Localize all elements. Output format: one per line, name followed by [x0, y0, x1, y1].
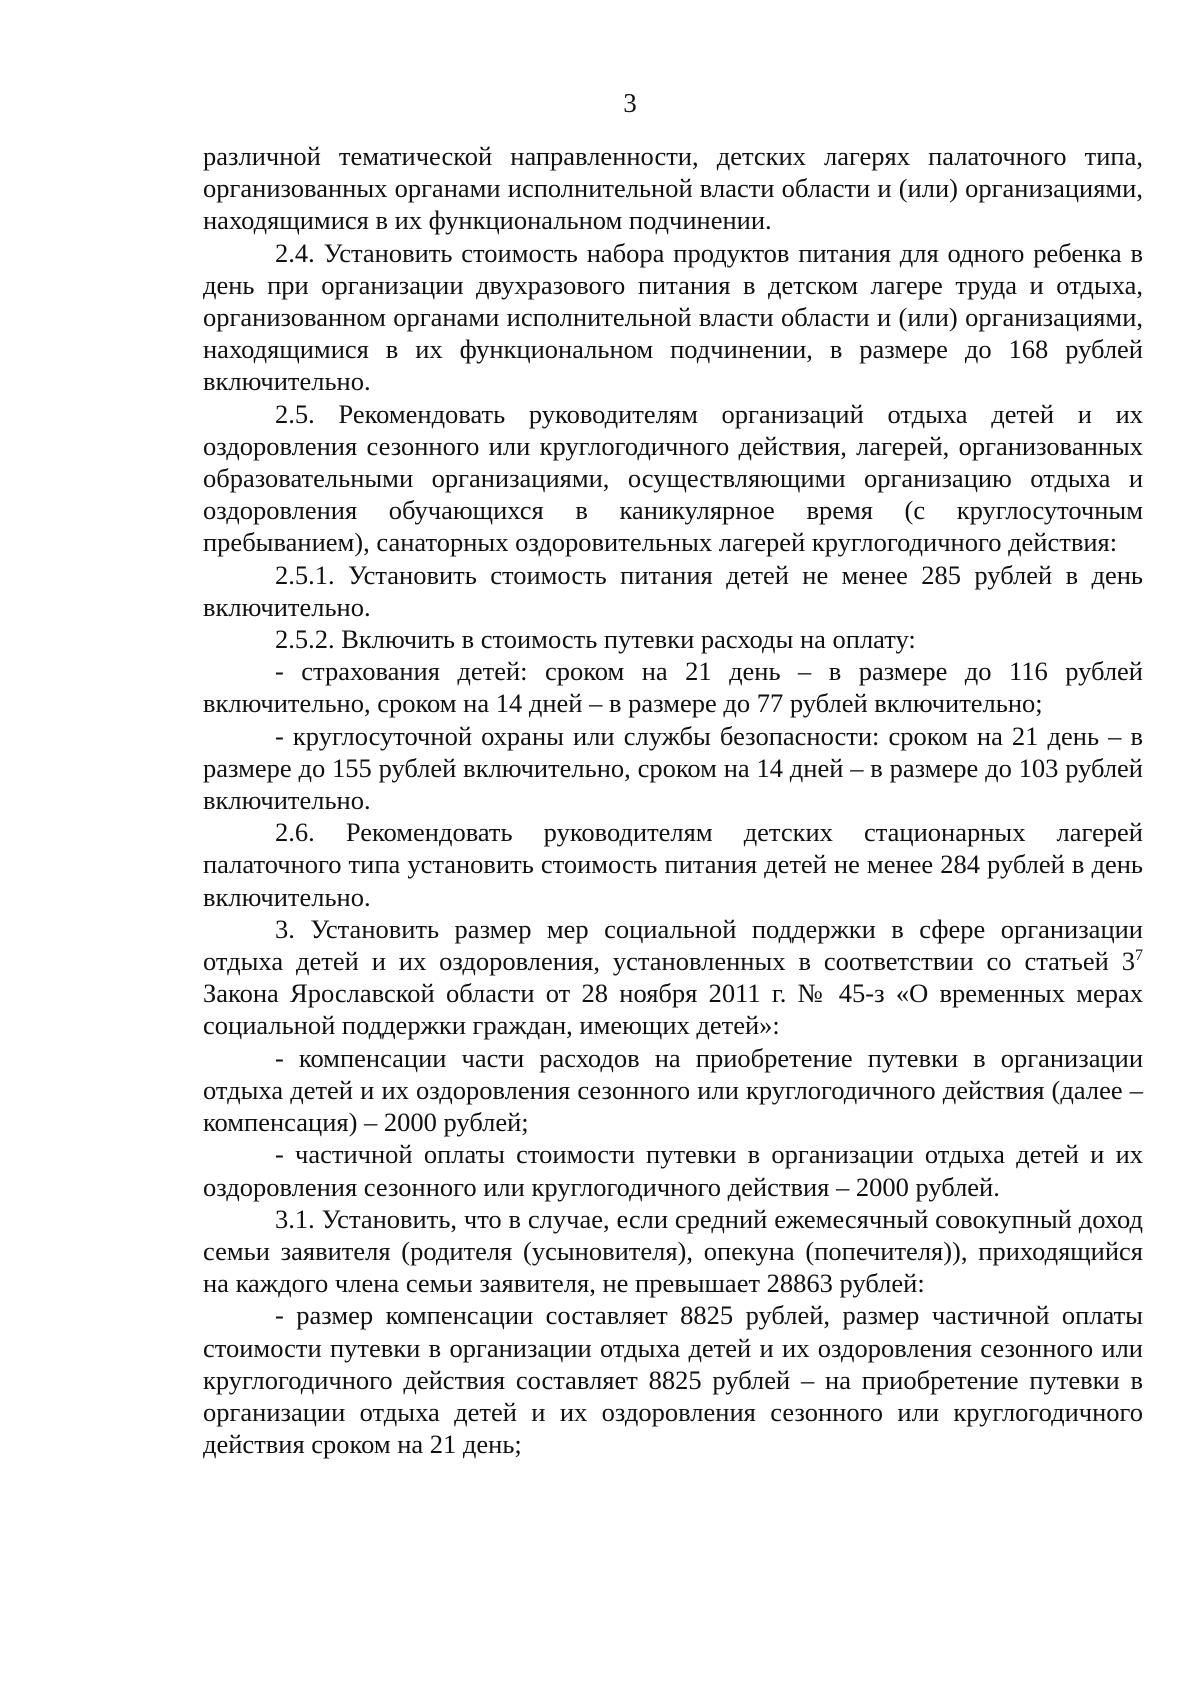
paragraph-3-text-before: 3. Установить размер мер социальной поддержки в сфере организации отдыха детей и их оздоровления, установленных в соответствии со статьей 3: [203, 913, 1143, 977]
paragraph-2-5: 2.5. Рекомендовать руководителям организаций отдыха детей и их оздоровления сезонного или круглогодичного действия, лагерей, организованных образовательными организациями, осуществляющими организацию отдыха и оздоровления обучающихся в каникулярное время (с круглосуточным пребыванием), санаторных оздоровительных лагерей круглогодичного действия:: [203, 398, 1143, 558]
paragraph-2-4: 2.4. Установить стоимость набора продуктов питания для одного ребенка в день при организации двухразового питания в детском лагере труда и отдыха, организованном органами исполнительной власти области и (или) организациями, находящимися в их функциональном подчинении, в размере до 168 рублей включительно.: [203, 237, 1143, 397]
document-body: [203, 140, 1143, 1460]
paragraph-intro-continuation: различной тематической направленности, детских лагерях палаточного типа, организованных органами исполнительной власти области и (или) организациями, находящимися в их функциональном подчинении.: [203, 141, 1143, 236]
paragraph-2-6: 2.6. Рекомендовать руководителям детских стационарных лагерей палаточного типа установить стоимость питания детей не менее 284 рублей в день включительно.: [203, 817, 1143, 912]
paragraph-3: [203, 913, 1143, 1042]
paragraph-3-text-after: Закона Ярославской области от 28 ноября 2011 г. № 45-з «О временных мерах социальной поддержки граждан, имеющих детей»:: [203, 978, 1143, 1041]
list-item-compensation-amount: - размер компенсации составляет 8825 рублей, размер частичной оплаты стоимости путевки в организации отдыха детей и их оздоровления сезонного или круглогодичного действия составляет 8825 рублей – на приобретение путевки в организации отдыха детей и их оздоровления сезонного или круглогодичного действия сроком на 21 день;: [203, 1300, 1143, 1460]
list-item-partial-payment: - частичной оплаты стоимости путевки в организации отдыха детей и их оздоровления сезонного или круглогодичного действия – 2000 рублей.: [203, 1139, 1143, 1202]
list-item-compensation: - компенсации части расходов на приобретение путевки в организации отдыха детей и их оздоровления сезонного или круглогодичного действия (далее – компенсация) – 2000 рублей;: [203, 1042, 1143, 1138]
article-superscript: 7: [1135, 947, 1143, 965]
paragraph-2-5-2: 2.5.2. Включить в стоимость путевки расходы на оплату:: [275, 624, 916, 655]
list-item-insurance: - страхования детей: сроком на 21 день – в размере до 116 рублей включительно, сроком на 14 дней – в размере до 77 рублей включительно;: [203, 656, 1143, 719]
list-item-security: - круглосуточной охраны или службы безопасности: сроком на 21 день – в размере до 155 рублей включительно, сроком на 14 дней – в размере до 103 рублей включительно.: [203, 720, 1143, 816]
paragraph-2-5-1: 2.5.1. Установить стоимость питания детей не менее 285 рублей в день включительно.: [203, 559, 1143, 622]
paragraph-3-1: 3.1. Установить, что в случае, если средний ежемесячный совокупный доход семьи заявителя (родителя (усыновителя), опекуна (попечителя)), приходящийся на каждого члена семьи заявителя, не превышает 28863 рублей:: [203, 1203, 1143, 1299]
page-number: 3: [623, 88, 637, 118]
